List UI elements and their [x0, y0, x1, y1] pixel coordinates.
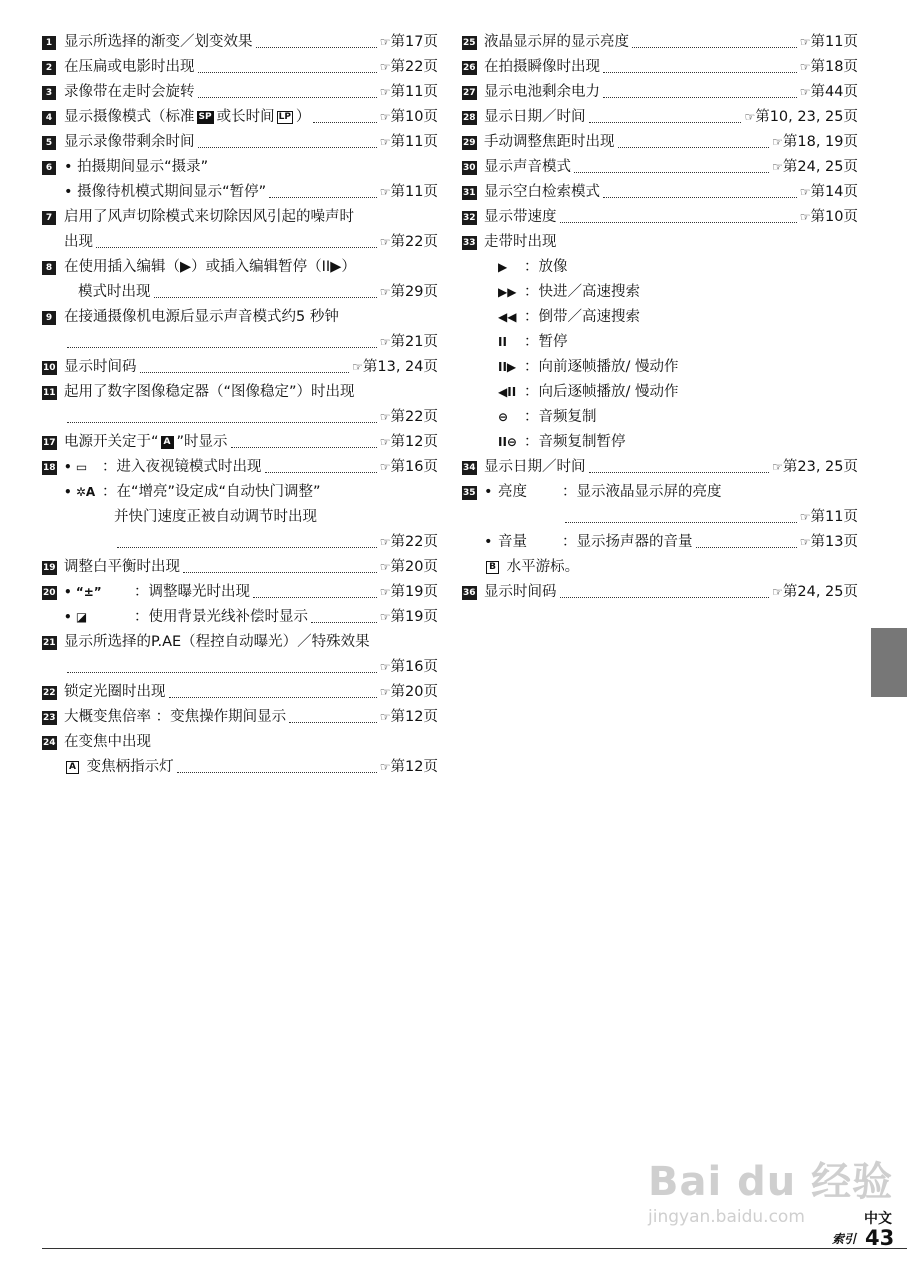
sp-mode-icon: SP — [198, 111, 212, 122]
entry-34 — [462, 455, 858, 480]
section-label: 索引 — [832, 1232, 857, 1246]
page-ref-icon: ☞ — [772, 585, 783, 599]
page-ref: 第10页 — [390, 109, 438, 125]
bullet: • — [484, 484, 493, 500]
page-ref: 第21页 — [390, 334, 438, 350]
page-ref-icon: ☞ — [379, 460, 391, 474]
page-ref-icon: ☞ — [379, 235, 391, 249]
entry-text: 手动调整焦距时出现 — [484, 134, 615, 150]
entry-text: ”时显示 — [176, 434, 228, 450]
entry-7 — [42, 205, 438, 255]
entry-text: 显示日期／时间 — [484, 459, 586, 475]
fast-forward-icon: ▶▶ — [498, 285, 517, 299]
item-number: 32 — [463, 213, 476, 223]
entry-text: 走带时出现 — [484, 234, 557, 250]
gain-up-icon: • ✲A — [64, 485, 96, 499]
item-number: 27 — [463, 88, 476, 98]
item-number: 22 — [43, 688, 56, 698]
rewind-icon: ◀◀ — [498, 310, 517, 324]
page-ref-icon: ☞ — [379, 760, 391, 774]
item-number: 3 — [42, 86, 56, 100]
page-ref: 第24, 25页 — [782, 584, 858, 600]
entry-18 — [42, 455, 438, 555]
entry-text: 液晶显示屏的显示亮度 — [484, 34, 629, 50]
page-ref-icon: ☞ — [799, 185, 811, 199]
entry-9 — [42, 305, 438, 355]
label-b-icon: B — [486, 561, 499, 574]
page-ref-icon: ☞ — [799, 535, 811, 549]
frame-forward-icon: II▶ — [498, 360, 517, 374]
entry-text: ：调整曝光时出现 — [134, 584, 250, 600]
page-ref-icon: ☞ — [379, 435, 391, 449]
entry-text: 起用了数字图像稳定器（“图像稳定”）时出现 — [64, 384, 355, 400]
entry-26 — [462, 55, 858, 80]
entry-text: 在压扁或电影时出现 — [64, 59, 195, 75]
list-item: ◀II ：向后逐帧播放/ 慢动作 — [498, 380, 858, 405]
page-ref-icon: ☞ — [379, 135, 391, 149]
entry-20 — [42, 580, 438, 630]
item-number: 2 — [42, 61, 56, 75]
page-ref: 第10, 23, 25页 — [755, 109, 858, 125]
entry-31 — [462, 180, 858, 205]
item-number: 20 — [43, 588, 56, 598]
entry-text: 在接通摄像机电源后显示声音模式约5 秒钟 — [64, 309, 339, 325]
page-ref-icon: ☞ — [379, 660, 391, 674]
watermark-logo: Bai du 经验 — [648, 1159, 894, 1205]
page-ref-icon: ☞ — [379, 285, 391, 299]
entry-text: 大概变焦倍率 ：变焦操作期间显示 — [64, 709, 287, 725]
language-label: 中文 — [864, 1211, 892, 1227]
entry-text: ：使用背景光线补偿时显示 — [134, 609, 308, 625]
page-ref-icon: ☞ — [379, 85, 391, 99]
entry-text: 显示时间码 — [484, 584, 557, 600]
item-number: 26 — [463, 63, 476, 73]
entry-30 — [462, 155, 858, 180]
page-ref: 第14页 — [810, 184, 858, 200]
entry-1 — [42, 30, 438, 55]
play-icon: ▶ — [498, 260, 508, 274]
entry-28 — [462, 105, 858, 130]
page-number: 43 — [865, 1226, 895, 1250]
backlight-icon: • ◪ — [64, 610, 88, 624]
watermark — [648, 1150, 893, 1227]
page-ref-icon: ☞ — [379, 335, 391, 349]
page-ref-icon: ☞ — [799, 85, 811, 99]
entry-4 — [42, 105, 438, 130]
page-ref-icon: ☞ — [772, 460, 783, 474]
entry-5 — [42, 130, 438, 155]
entry-text: 调整白平衡时出现 — [64, 559, 180, 575]
page-ref: 第12页 — [390, 434, 438, 450]
page-ref-icon: ☞ — [379, 685, 391, 699]
page-ref-icon: ☞ — [772, 135, 783, 149]
section-tab — [871, 628, 907, 697]
item-number: 25 — [463, 38, 476, 48]
entry-19 — [42, 555, 438, 580]
entry-text: 电源开关定于“ — [64, 434, 159, 450]
page-ref-icon: ☞ — [744, 110, 756, 124]
item-number: 24 — [43, 738, 56, 748]
page-ref: 第23, 25页 — [782, 459, 858, 475]
list-item: II ：暂停 — [498, 330, 858, 355]
entry-32 — [462, 205, 858, 230]
entry-35 — [462, 480, 858, 580]
item-number: 29 — [463, 138, 476, 148]
entry-text: 显示电池剩余电力 — [484, 84, 600, 100]
page-ref: 第19页 — [390, 609, 438, 625]
entry-2 — [42, 55, 438, 80]
entry-21 — [42, 630, 438, 680]
page-ref: 第16页 — [390, 459, 438, 475]
entry-text: ） — [295, 109, 311, 125]
page-ref: 第17页 — [390, 34, 438, 50]
left-column — [42, 30, 438, 780]
page-ref-icon: ☞ — [379, 585, 391, 599]
page-ref: 第13, 24页 — [362, 359, 438, 375]
page-ref-icon: ☞ — [799, 60, 811, 74]
item-number: 33 — [463, 238, 476, 248]
entry-25 — [462, 30, 858, 55]
page-ref: 第22页 — [390, 234, 438, 250]
item-number: 8 — [42, 261, 56, 275]
entry-text: 在使用插入编辑（▶）或插入编辑暂停（II▶） — [64, 259, 356, 275]
entry-text: 启用了风声切除模式来切除因风引起的噪声时 — [64, 209, 354, 225]
list-item: ◀◀ ：倒带／高速搜索 — [498, 305, 858, 330]
page-ref-icon: ☞ — [379, 710, 391, 724]
entry-label: 音量 — [498, 534, 527, 550]
list-item: II▶ ：向前逐帧播放/ 慢动作 — [498, 355, 858, 380]
entry-text: 水平游标。 — [506, 559, 580, 575]
page-ref-icon: ☞ — [379, 560, 391, 574]
tape-mode-list — [484, 255, 858, 455]
entry-label: 亮度 — [498, 484, 527, 500]
page-ref: 第16页 — [390, 659, 438, 675]
entry-text: 变焦柄指示灯 — [86, 759, 174, 775]
page-ref: 第22页 — [390, 409, 438, 425]
item-number: 9 — [42, 311, 56, 325]
lp-mode-icon: LP — [278, 111, 291, 122]
page-ref: 第11页 — [810, 34, 858, 50]
entry-text: 显示录像带剩余时间 — [64, 134, 195, 150]
page-ref-icon: ☞ — [772, 160, 783, 174]
entry-36 — [462, 580, 858, 605]
item-number: 35 — [463, 488, 476, 498]
entry-11 — [42, 380, 438, 430]
audio-dub-pause-icon: II⊖ — [498, 435, 517, 449]
page-ref-icon: ☞ — [379, 535, 391, 549]
footer-divider — [42, 1248, 907, 1249]
entry-text: ：显示扬声器的音量 — [562, 534, 693, 550]
page-ref: 第13页 — [810, 534, 858, 550]
list-item: II⊖ ：音频复制暂停 — [498, 430, 858, 455]
item-number: 1 — [42, 36, 56, 50]
list-item: ⊖ ：音频复制 — [498, 405, 858, 430]
item-number: 21 — [43, 638, 56, 648]
auto-mode-icon: A — [161, 436, 174, 449]
entry-text: 显示所选择的渐变／划变效果 — [64, 34, 253, 50]
entry-text: 显示空白检索模式 — [484, 184, 600, 200]
entry-text: 锁定光圈时出现 — [64, 684, 166, 700]
entry-text: 显示所选择的P.AE（程控自动曝光）／特殊效果 — [64, 634, 370, 650]
entry-text: ：进入夜视镜模式时出现 — [102, 459, 262, 475]
entry-text: 或长时间 — [216, 109, 275, 125]
item-number: 10 — [43, 363, 56, 373]
entry-22 — [42, 680, 438, 705]
entry-text: 在拍摄瞬像时出现 — [484, 59, 600, 75]
page-ref-icon: ☞ — [799, 210, 811, 224]
entry-text: 录像带在走时会旋转 — [64, 84, 195, 100]
page-ref-icon: ☞ — [379, 110, 391, 124]
item-number: 31 — [463, 188, 476, 198]
entry-text: 出现 — [64, 234, 93, 250]
page-ref: 第11页 — [390, 184, 438, 200]
watermark-url: jingyan.baidu.com — [648, 1207, 805, 1227]
page-ref-icon: ☞ — [379, 185, 391, 199]
entry-text: 显示摄像模式（标准 — [64, 109, 195, 125]
page-ref: 第18, 19页 — [782, 134, 858, 150]
exposure-icon: • “±” — [64, 585, 102, 599]
page-ref: 第24, 25页 — [782, 159, 858, 175]
item-number: 30 — [463, 163, 476, 173]
frame-back-icon: ◀II — [498, 385, 517, 399]
entry-10 — [42, 355, 438, 380]
page-ref: 第44页 — [810, 84, 858, 100]
entry-text: • 拍摄期间显示“摄录” — [64, 159, 209, 175]
bullet: • — [484, 534, 493, 550]
page-ref: 第20页 — [390, 559, 438, 575]
label-a-icon: A — [66, 761, 79, 774]
entry-23 — [42, 705, 438, 730]
entry-24 — [42, 730, 438, 780]
entry-text: 显示声音模式 — [484, 159, 571, 175]
item-number: 11 — [43, 388, 56, 398]
page-ref-icon: ☞ — [352, 360, 363, 374]
page-ref-icon: ☞ — [379, 610, 391, 624]
page-ref: 第11页 — [810, 509, 858, 525]
page-ref: 第22页 — [390, 534, 438, 550]
pause-icon: II — [498, 335, 507, 349]
page-ref: 第11页 — [390, 134, 438, 150]
entry-text: 显示带速度 — [484, 209, 557, 225]
entry-text: 在变焦中出现 — [64, 734, 151, 750]
audio-dub-icon: ⊖ — [498, 410, 509, 424]
item-number: 19 — [43, 563, 56, 573]
page-ref-icon: ☞ — [379, 60, 391, 74]
entry-text: 显示时间码 — [64, 359, 137, 375]
page-ref: 第22页 — [390, 59, 438, 75]
entry-8 — [42, 255, 438, 305]
night-scope-icon: • ▭ — [64, 460, 88, 474]
entry-3 — [42, 80, 438, 105]
page-ref-icon: ☞ — [799, 35, 811, 49]
entry-text: ：在“增亮”设定成“自动快门调整” — [102, 484, 321, 500]
entry-text: ：显示液晶显示屏的亮度 — [562, 484, 722, 500]
item-number: 34 — [463, 463, 476, 473]
item-number: 7 — [42, 211, 56, 225]
item-number: 4 — [42, 111, 56, 125]
entry-6 — [42, 155, 438, 205]
entry-29 — [462, 130, 858, 155]
entry-text: • 摄像待机模式期间显示“暂停” — [64, 184, 267, 200]
entry-33 — [462, 230, 858, 455]
page-ref: 第29页 — [390, 284, 438, 300]
entry-text: 显示日期／时间 — [484, 109, 586, 125]
page-ref: 第11页 — [390, 84, 438, 100]
list-item: ▶▶ ：快进／高速搜索 — [498, 280, 858, 305]
page-ref-icon: ☞ — [799, 510, 811, 524]
item-number: 17 — [43, 438, 56, 448]
item-number: 23 — [43, 713, 56, 723]
item-number: 6 — [42, 161, 56, 175]
entry-17 — [42, 430, 438, 455]
page-ref: 第12页 — [390, 759, 438, 775]
entry-text: 并快门速度正被自动调节时出现 — [114, 509, 317, 525]
entry-27 — [462, 80, 858, 105]
right-column — [462, 30, 858, 605]
entry-text: 模式时出现 — [78, 284, 151, 300]
item-number: 28 — [463, 113, 476, 123]
list-item: ▶ ：放像 — [498, 255, 858, 280]
page-ref: 第20页 — [390, 684, 438, 700]
page-ref: 第12页 — [390, 709, 438, 725]
item-number: 5 — [42, 136, 56, 150]
page-ref: 第19页 — [390, 584, 438, 600]
page-ref: 第18页 — [810, 59, 858, 75]
page-ref: 第10页 — [810, 209, 858, 225]
item-number: 18 — [43, 463, 56, 473]
item-number: 36 — [463, 588, 476, 598]
page-ref-icon: ☞ — [379, 35, 391, 49]
page-ref-icon: ☞ — [379, 410, 391, 424]
